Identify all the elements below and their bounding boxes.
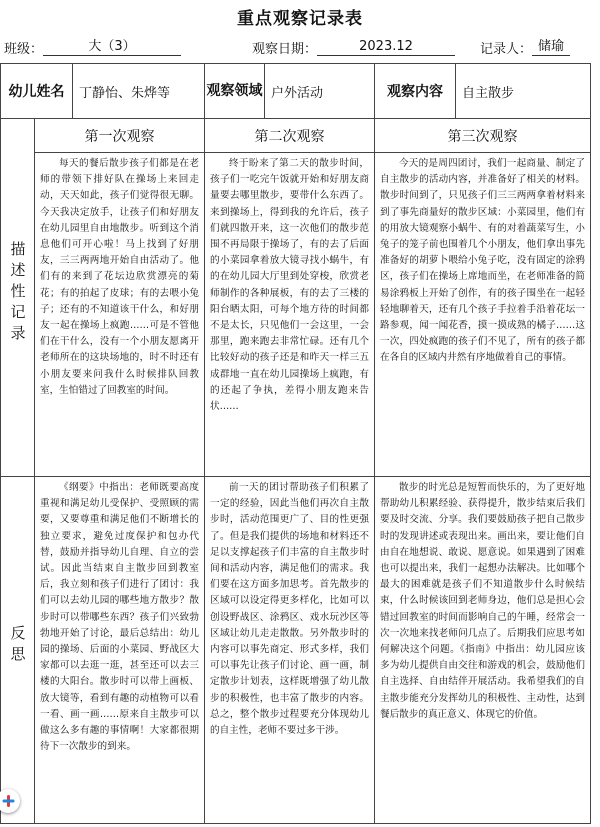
plus-icon	[0, 789, 20, 813]
reflection-section-label: 反思	[1, 477, 35, 824]
description-second-text: 终于盼来了第二天的散步时间，孩子们一吃完午饭就开始和好朋友商量要去哪里散步，要带什么东西了。来到操场上，得到我的允许后，孩子们就四散开来，这一次他们的散步范围不再局限于操场了，有的去了后面的小菜园拿着放大镜寻找小蜗牛，有的在幼儿园大厅里到处穿梭，欣赏老师制作的各种展板，有的去了三楼的阳台晒太阳，可每个地方待的时间都不是太长，只见他们一会这里，一会那里，跑来跑去非常忙碌。还有几个比较好动的孩子还是和昨天一样三五成群地一直在幼儿园操场上疯跑，有的还起了争执，差得小朋友跑来告状……	[210, 158, 369, 413]
child-name-label: 幼儿姓名	[1, 64, 73, 119]
observation-table	[0, 63, 591, 824]
class-value: 大（3）	[43, 38, 181, 56]
description-second	[205, 153, 375, 477]
recorder-label: 记录人：	[480, 42, 533, 57]
reflection-first-text: 《纲要》中指出：老师既要高度重视和满足幼儿受保护、受照顾的需要，又要尊重和满足他们不断增长的独立要求，避免过度保护和包办代替，鼓励并指导幼儿自理、自立的尝试。因此当结束自主散步回到教室后，我立刻和孩子们进行了团讨：我们可以去幼儿园的哪些地方散步？散步时可以带哪些东西？孩子们兴致勃勃地开始了讨论，最后总结出：幼儿园的操场、后面的小菜园、野战区大家都可以去逛一逛，甚至还可以去三楼的大阳台。散步时可以带上画板、放大镜等，看到有趣的动植物可以看一看、画一画……原来自主散步可以做这么多有趣的事情啊！大家都很期待下一次散步的到来。	[40, 482, 199, 753]
recorder-field	[480, 38, 570, 58]
reflection-row	[1, 477, 591, 824]
description-third	[375, 153, 591, 477]
description-first-text: 每天的餐后散步孩子们都是在老师的带领下排好队在操场上来回走动，天天如此，孩子们觉得很无聊。今天我决定放手，让孩子们和好朋友在幼儿园里自由地散步。听到这个消息他们可开心啦！马上找到了好朋友，三三两两地开始自由活动了。他们有的来到了花坛边欣赏漂亮的菊花；有的拍起了皮球；有的去喂小兔子；还有的不知道该干什么，和好朋友一起在操场上疯跑……可是不管他们在干什么，没有一个小朋友愿离开老师所在的这块场地的，时不时还有小朋友要来问我什么时候排队回教室，生怕错过了回教室的时间。	[40, 158, 199, 396]
observation-field-value: 户外活动	[265, 64, 375, 119]
column-header-row	[1, 119, 591, 153]
description-row	[1, 153, 591, 477]
column-head-first: 第一次观察	[35, 119, 205, 153]
class-field	[4, 38, 181, 58]
date-field	[252, 38, 455, 58]
floating-action-button[interactable]	[0, 789, 20, 813]
reflection-third-text: 散步的时光总是短暂而快乐的，为了更好地帮助幼儿积累经验、获得提升，散步结束后我们要及时交流、分享。我们要鼓励孩子把自己散步时的发现讲述或表现出来。画出来，要让他们自由自在地想说、敢说、愿意说。如果遇到了困难也可以提出来，我们一起想办法解决。比如哪个最大的困难就是孩子们不知道散步什么时候结束，什么时候该回到老师身边，他们总是担心会错过回教室的时间而影响自己的午睡，经常会一次一次地来找老师问几点了。后期我们应思考如何解决这个问题。《指南》中指出：幼儿园应该多为幼儿提供自由交往和游戏的机会，鼓励他们自主选择、自由结伴开展活动。我希望我们的自主散步能充分发挥幼儿的积极性、主动性，达到餐后散步的真正意义、体现它的价值。	[380, 482, 585, 720]
description-third-text: 今天的是周四团讨，我们一起商量、制定了自主散步的活动内容，并准备好了相关的材料。散步时间到了，只见孩子们三三两两拿着材料来到了事先商量好的散步区域：小菜园里，他们有的用放大镜观察小蜗牛、有的对着蔬菜写生，小兔子的笼子前也围着几个小朋友，他们拿出事先准备好的胡萝卜喂给小兔子吃，没有固定的涂鸦区，孩子们在操场上席地而坐，在老师准备的简易涂鸦板上开始了创作，有的孩子围坐在一起轻轻地聊着天，还有几个孩子手拉着手沿着花坛一路参观，闻一闻花香，摸一摸成熟的橘子……这一次，四处疯跑的孩子们不见了，所有的孩子都在各自的区域内井然有序地做着自己的事情。	[380, 158, 585, 364]
observation-content-value: 自主散步	[456, 64, 591, 119]
observation-content-label: 观察内容	[375, 64, 456, 119]
description-section-label: 描述性记录	[1, 119, 35, 477]
date-label: 观察日期：	[252, 42, 318, 57]
reflection-second-text: 前一天的团讨帮助孩子们积累了一定的经验，因此当他们再次自主散步时，活动范围更广了、目的性更强了。但是我们提供的场地和材料还不足以支撑起孩子们丰富的自主散步时间和活动内容，满足他们的需求。我们要在这方面多加思考。首先散步的区域可以设定得更多样化，比如可以创设野战区、涂鸦区、戏水玩沙区等区域让幼儿走走散散。另外散步时的内容可以事先商定、形式多样，我们可以事先让孩子们讨论、画一画，制定散步计划表，这样既增强了幼儿散步的积极性，也丰富了散步的内容。总之，整个散步过程要充分体现幼儿的自主性，老师不要过多干涉。	[210, 482, 369, 737]
reflection-first	[35, 477, 205, 824]
recorder-value: 储瑜	[532, 38, 570, 56]
description-first	[35, 153, 205, 477]
observation-field-label: 观察领域	[205, 64, 265, 119]
reflection-second	[205, 477, 375, 824]
header-row	[1, 64, 591, 119]
date-value: 2023.12	[317, 38, 455, 56]
column-head-second: 第二次观察	[205, 119, 375, 153]
column-head-third: 第三次观察	[375, 119, 591, 153]
page-title: 重点观察记录表	[237, 9, 363, 29]
child-name-value: 丁静怡、朱烨等	[73, 64, 205, 119]
reflection-third	[375, 477, 591, 824]
class-label: 班级：	[4, 42, 44, 57]
